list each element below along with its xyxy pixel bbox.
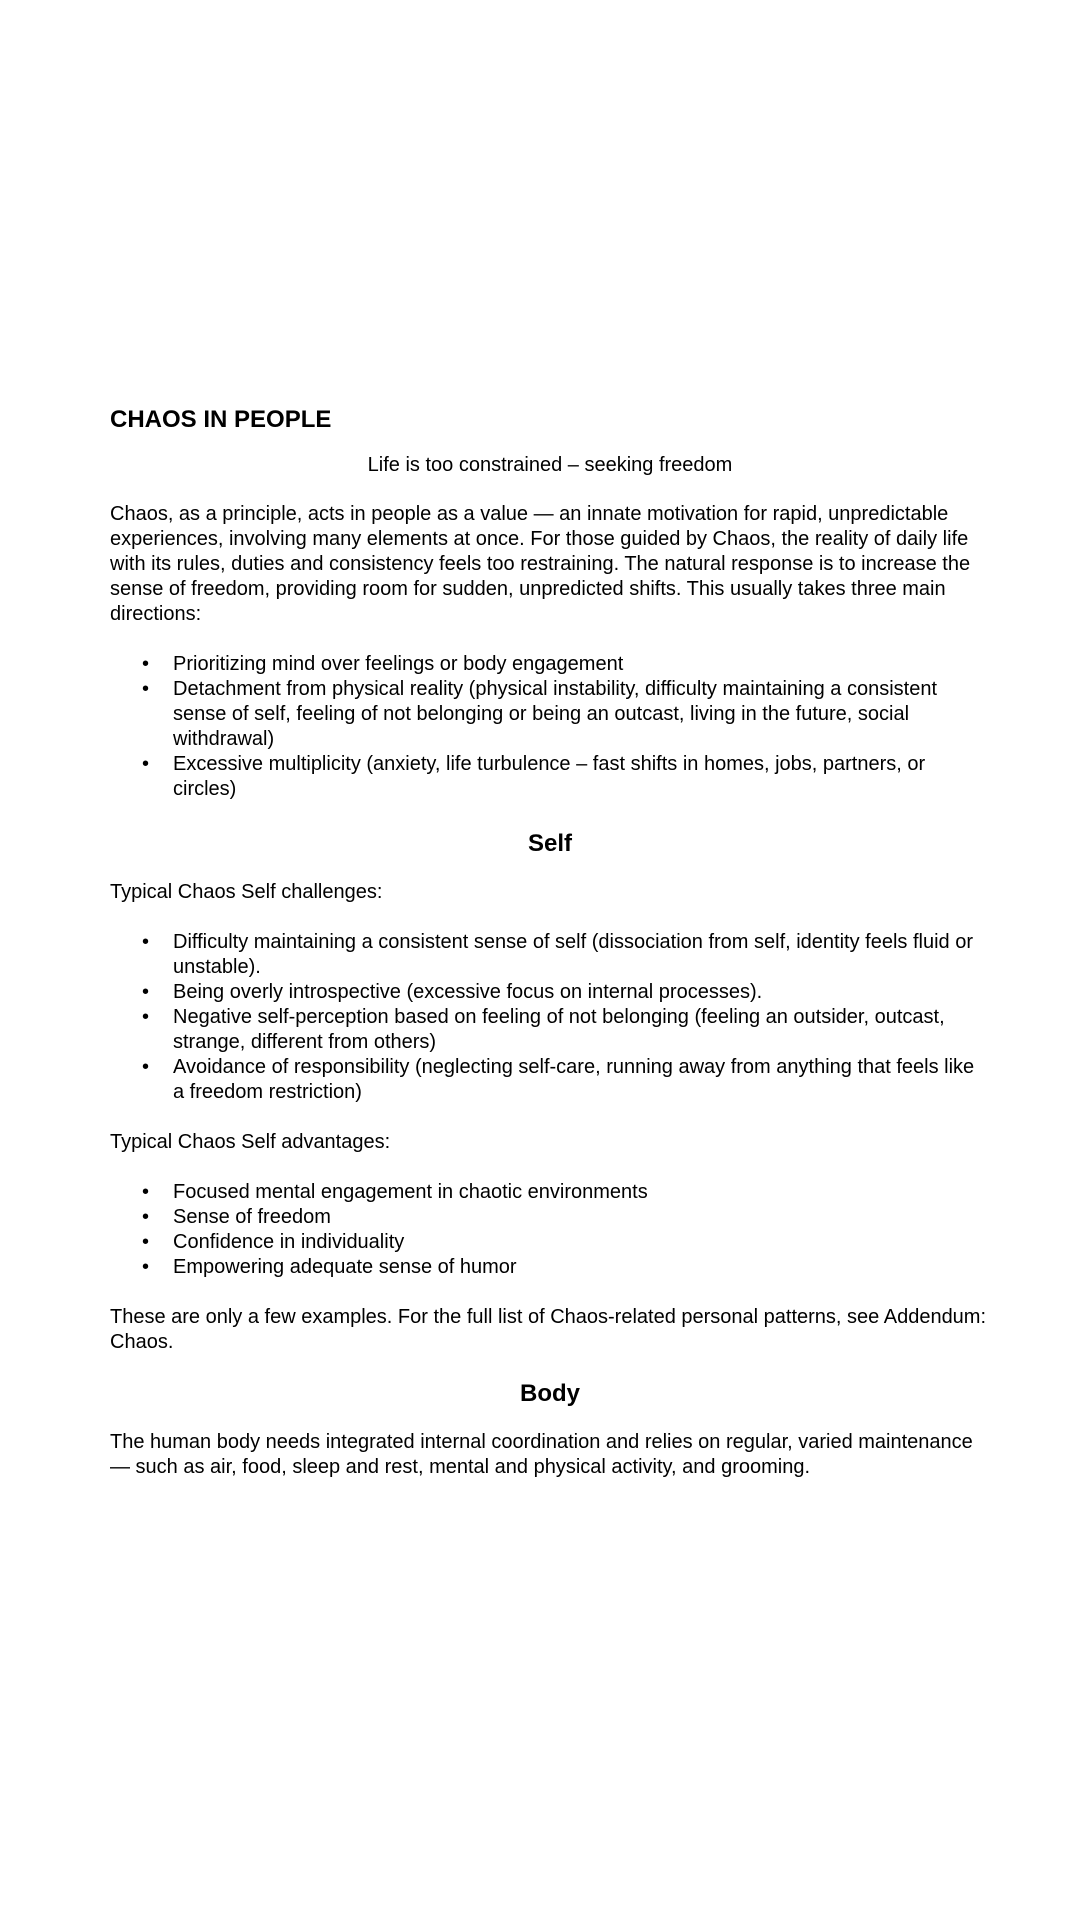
bullet-icon: • (142, 1006, 150, 1028)
list-item-text: Prioritizing mind over feelings or body engagement (173, 653, 624, 675)
list-item-text: Empowering adequate sense of humor (173, 1256, 517, 1278)
list-item (110, 980, 990, 1005)
list-item (110, 752, 990, 802)
list-item (110, 1205, 990, 1230)
challenges-list (110, 930, 990, 1105)
advantages-label: Typical Chaos Self advantages: (110, 1131, 391, 1153)
examples-note: These are only a few examples. For the full list of Chaos-related personal patterns, see Addendum: Chaos. (110, 1306, 987, 1353)
advantages-list (110, 1180, 990, 1280)
body-paragraph: The human body needs integrated internal coordination and relies on regular, varied maintenance — such as air, food, sleep and rest, mental and physical activity, and grooming. (110, 1431, 973, 1478)
list-item (110, 1230, 990, 1255)
list-item (110, 1255, 990, 1280)
document-title: CHAOS IN PEOPLE (110, 406, 332, 433)
bullet-icon: • (142, 1231, 150, 1253)
list-item-text: Focused mental engagement in chaotic environments (173, 1181, 648, 1203)
list-item (110, 677, 990, 752)
list-item-text: Negative self-perception based on feeling of not belonging (feeling an outsider, outcast, strange, different from others) (173, 1006, 945, 1053)
list-item (110, 1180, 990, 1205)
bullet-icon: • (142, 1181, 150, 1203)
document-page (110, 405, 990, 1505)
bullet-icon: • (142, 1206, 150, 1228)
list-item-text: Detachment from physical reality (physical instability, difficulty maintaining a consistent sense of self, feeling of not belonging or being an outcast, living in the future, social withdrawal) (173, 678, 938, 750)
list-item-text: Avoidance of responsibility (neglecting self-care, running away from anything that feels like a freedom restriction) (173, 1056, 975, 1103)
bullet-icon: • (142, 1256, 150, 1278)
bullet-icon: • (142, 678, 150, 700)
list-item (110, 652, 990, 677)
bullet-icon: • (142, 753, 150, 775)
list-item-text: Excessive multiplicity (anxiety, life turbulence – fast shifts in homes, jobs, partners, or circles) (173, 753, 926, 800)
bullet-icon: • (142, 931, 150, 953)
section-heading-body: Body (520, 1380, 580, 1407)
section-heading-self: Self (527, 830, 572, 857)
challenges-label: Typical Chaos Self challenges: (110, 881, 383, 903)
document-subtitle: Life is too constrained – seeking freedom (367, 454, 733, 476)
directions-list (110, 652, 990, 802)
list-item-text: Confidence in individuality (173, 1231, 405, 1253)
intro-paragraph: Chaos, as a principle, acts in people as a value — an innate motivation for rapid, unpredictable experiences, involving many elements at once. For those guided by Chaos, the reality of daily life with its rules, duties and consistency feels too restraining. The natural response is to increase the sense of freedom, providing room for sudden, unpredicted shifts. This usually takes three main directions: (110, 503, 971, 625)
list-item (110, 1055, 990, 1105)
list-item (110, 1005, 990, 1055)
bullet-icon: • (142, 1056, 150, 1078)
bullet-icon: • (142, 981, 150, 1003)
list-item-text: Being overly introspective (excessive focus on internal processes). (173, 981, 763, 1003)
list-item (110, 930, 990, 980)
list-item-text: Sense of freedom (173, 1206, 331, 1228)
bullet-icon: • (142, 653, 150, 675)
list-item-text: Difficulty maintaining a consistent sense of self (dissociation from self, identity feels fluid or unstable). (173, 931, 973, 978)
